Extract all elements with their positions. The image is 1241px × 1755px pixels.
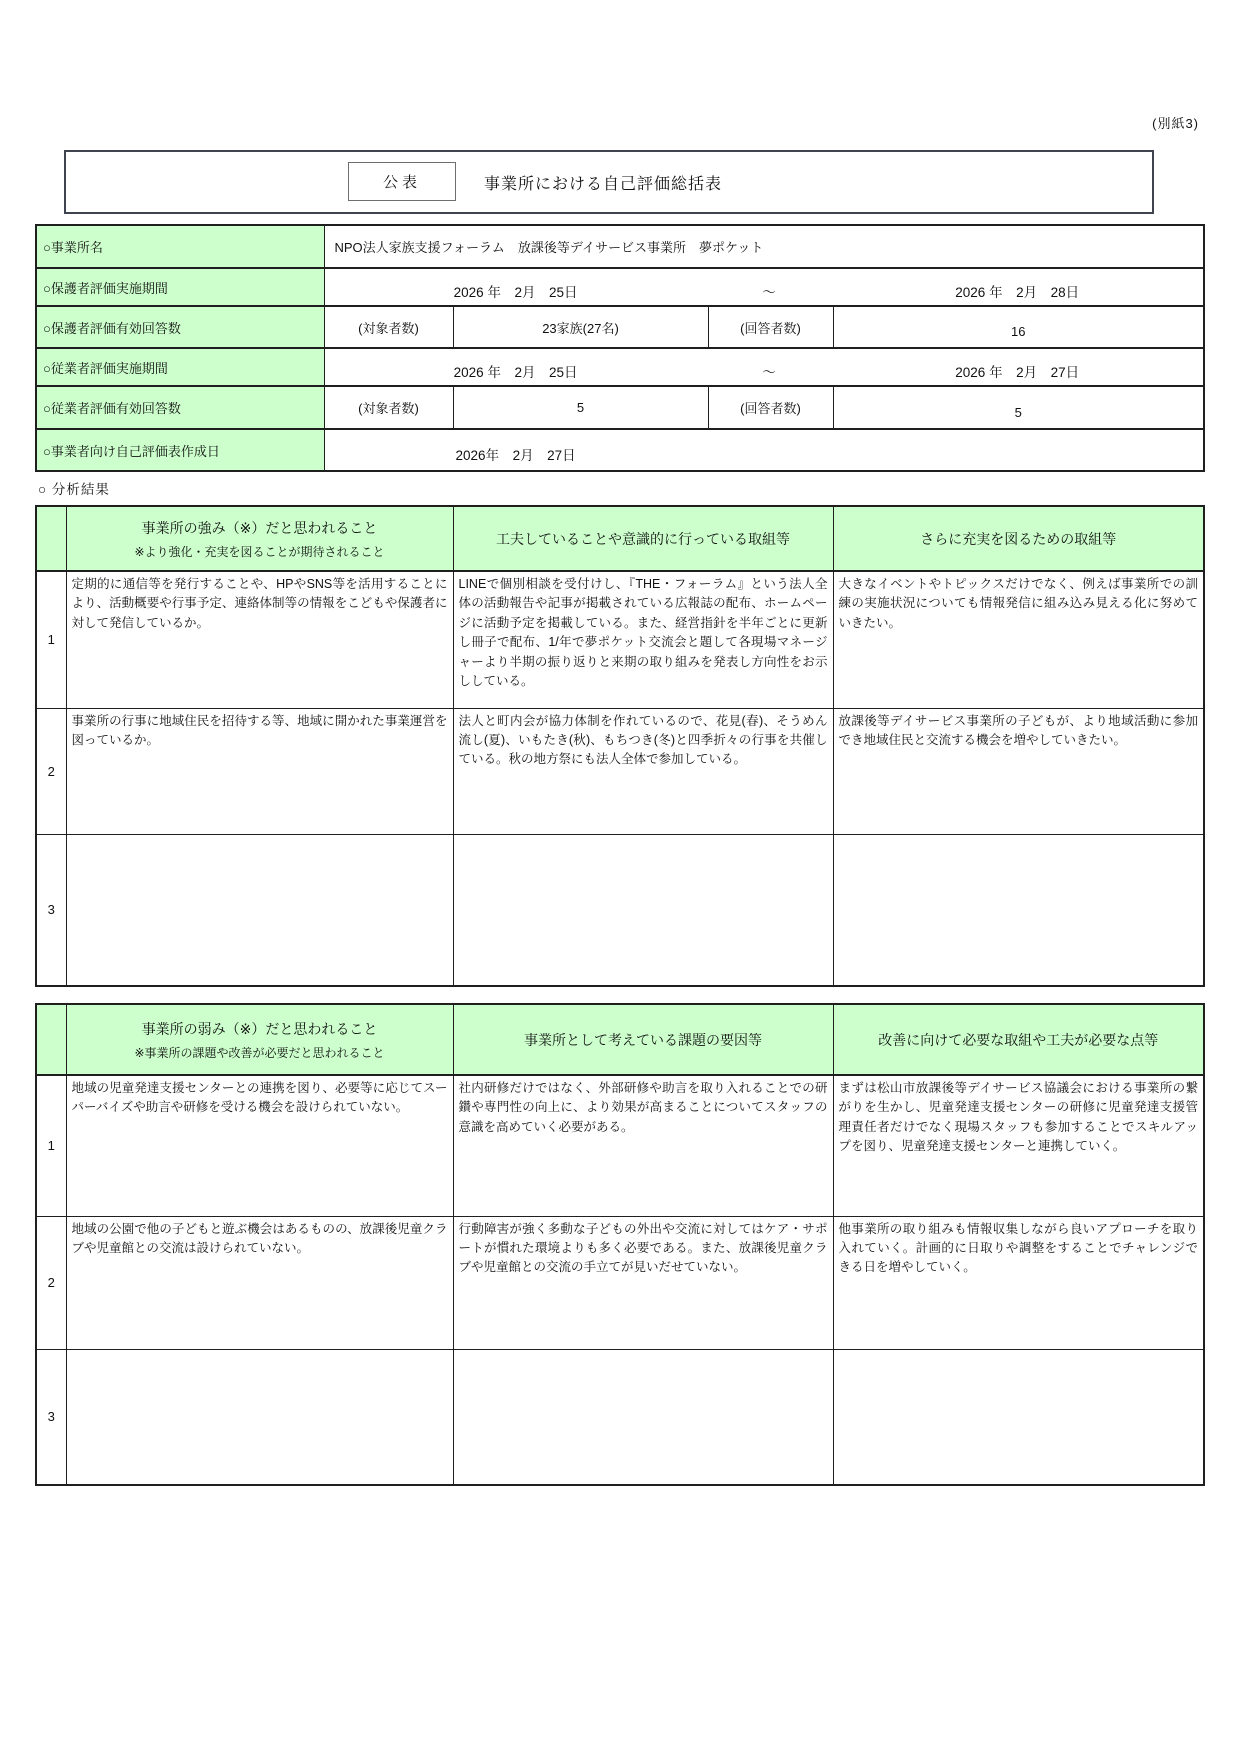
title-box: [64, 150, 1154, 214]
business-name-value: NPO法人家族支援フォーラム 放課後等デイサービス事業所 夢ポケット: [324, 225, 1204, 268]
guardian-period-label: ○保護者評価実施期間: [36, 268, 324, 306]
strengths-header-row: [36, 506, 1204, 571]
attachment-label: (別紙3): [1152, 116, 1199, 131]
weaknesses-header-number-cell: [36, 1004, 66, 1075]
strengths-header-col3: さらに充実を図るための取組等: [833, 506, 1204, 571]
weaknesses-row1-number: 1: [36, 1075, 66, 1216]
weaknesses-header-col2: 事業所として考えている課題の要因等: [453, 1004, 833, 1075]
strengths-header-number-cell: [36, 506, 66, 571]
weaknesses-row2-number: 2: [36, 1216, 66, 1349]
staff-period-end: 2026 年 2月 27日: [955, 364, 1080, 380]
table-row: [36, 1349, 1204, 1485]
strengths-row2-initiative: 法人と町内会が協力体制を作れているので、花見(春)、そうめん流し(夏)、いもたき(秋)、もちつき(冬)と四季折々の行事を共催している。秋の地方祭にも法人全体で参加している。: [453, 708, 833, 834]
business-name-label: ○事業所名: [36, 225, 324, 268]
info-row-business-name: [36, 225, 1204, 268]
guardian-period-end: 2026 年 2月 28日: [955, 284, 1080, 300]
guardian-target-value: 23家族(27名): [453, 306, 708, 348]
strengths-row2-number: 2: [36, 708, 66, 834]
weaknesses-header-col1-sub: ※事業所の課題や改善が必要だと思われること: [134, 1045, 385, 1060]
strengths-row1-initiative: LINEで個別相談を受付けし、『THE・フォーラム』という法人全体の活動報告や記事が掲載されている広報誌の配布、ホームページに活動予定を掲載している。また、経営指針を半年ごとに更新し冊子で配布、1/年で夢ポケット交流会と題して各現場マネージャーより半期の振り返りと来期の取り組みを発表し方向性をお示ししている。: [453, 571, 833, 708]
page-title: 事業所における自己評価総括表: [484, 175, 723, 193]
strengths-row3-initiative: [453, 834, 833, 986]
weaknesses-row2-action: 他事業所の取り組みも情報収集しながら良いアプローチを取り入れていく。計画的に日取りや調整をすることでチャレンジできる日を増やしていく。: [833, 1216, 1204, 1349]
guardian-count-label: ○保護者評価有効回答数: [36, 306, 324, 348]
weaknesses-row2-cause: 行動障害が強く多動な子どもの外出や交流に対してはケア・サポートが慣れた環境よりも多く必要である。また、放課後児童クラブや児童館との交流の手立てが見いだせていない。: [453, 1216, 833, 1349]
publish-badge: 公表: [348, 162, 456, 201]
strengths-table: [35, 505, 1205, 987]
weaknesses-row3-cause: [453, 1349, 833, 1485]
strengths-row2-improvement: 放課後等デイサービス事業所の子どもが、より地域活動に参加でき地域住民と交流する機会を増やしていきたい。: [833, 708, 1204, 834]
strengths-row3-number: 3: [36, 834, 66, 986]
info-row-staff-period: [36, 348, 1204, 386]
strengths-header-col1: [66, 506, 453, 571]
weaknesses-row3-weakness: [66, 1349, 453, 1485]
table-row: [36, 708, 1204, 834]
staff-count-label: ○従業者評価有効回答数: [36, 386, 324, 429]
guardian-resp-value: 16: [833, 306, 1204, 348]
weaknesses-row2-weakness: 地域の公園で他の子どもと遊ぶ機会はあるものの、放課後児童クラブや児童館との交流は設けられていない。: [66, 1216, 453, 1349]
created-date-value-cell: [324, 429, 1204, 471]
staff-period-start: 2026 年 2月 25日: [453, 364, 578, 380]
weaknesses-row3-action: [833, 1349, 1204, 1485]
strengths-row1-improvement: 大きなイベントやトピックスだけでなく、例えば事業所での訓練の実施状況についても情報発信に組み込み見える化に努めていきたい。: [833, 571, 1204, 708]
weaknesses-table: [35, 1003, 1205, 1486]
strengths-row1-number: 1: [36, 571, 66, 708]
staff-resp-value: 5: [833, 386, 1204, 429]
strengths-header-col1-main: 事業所の強み（※）だと思われること: [141, 519, 378, 536]
staff-target-value: 5: [453, 386, 708, 429]
info-row-guardian-count: [36, 306, 1204, 348]
staff-period-range: [325, 354, 1204, 381]
guardian-period-range: [325, 274, 1204, 301]
info-row-created-date: [36, 429, 1204, 471]
staff-resp-label: (回答者数): [708, 386, 833, 429]
weaknesses-header-col3: 改善に向けて必要な取組や工夫が必要な点等: [833, 1004, 1204, 1075]
weaknesses-row1-weakness: 地域の児童発達支援センターとの連携を図り、必要等に応じてスーパーバイズや助言や研修を受ける機会を設けられていない。: [66, 1075, 453, 1216]
analysis-section-heading: ○ 分析結果: [38, 482, 110, 497]
weaknesses-row3-number: 3: [36, 1349, 66, 1485]
staff-period-value: [324, 348, 1204, 386]
staff-target-label: (対象者数): [324, 386, 453, 429]
guardian-period-value: [324, 268, 1204, 306]
created-date-label: ○事業者向け自己評価表作成日: [36, 429, 324, 471]
staff-period-label: ○従業者評価実施期間: [36, 348, 324, 386]
info-row-guardian-period: [36, 268, 1204, 306]
strengths-row2-strength: 事業所の行事に地域住民を招待する等、地域に開かれた事業運営を図っているか。: [66, 708, 453, 834]
created-date-value: 2026年 2月 27日: [455, 447, 576, 463]
created-date-range: [325, 437, 1204, 464]
tilde-separator: 〜: [762, 364, 776, 380]
guardian-period-start: 2026 年 2月 25日: [453, 284, 578, 300]
table-row: [36, 1216, 1204, 1349]
empty-segment: [831, 444, 1203, 464]
weaknesses-row1-cause: 社内研修だけではなく、外部研修や助言を取り入れることでの研鑽や専門性の向上に、より効果が高まることについてスタッフの意識を高めていく必要がある。: [453, 1075, 833, 1216]
weaknesses-row1-action: まずは松山市放課後等デイサービス協議会における事業所の繋がりを生かし、児童発達支援センターの研修に児童発達支援管理責任者だけでなく現場スタッフも参加することでスキルアップを図り、児童発達支援センターと連携していく。: [833, 1075, 1204, 1216]
info-row-staff-count: [36, 386, 1204, 429]
guardian-target-label: (対象者数): [324, 306, 453, 348]
info-table: [35, 224, 1205, 472]
strengths-row1-strength: 定期的に通信等を発行することや、HPやSNS等を活用することにより、活動概要や行事予定、連絡体制等の情報をこどもや保護者に対して発信しているか。: [66, 571, 453, 708]
weaknesses-header-row: [36, 1004, 1204, 1075]
table-row: [36, 834, 1204, 986]
strengths-header-col2: 工夫していることや意識的に行っている取組等: [453, 506, 833, 571]
strengths-row3-strength: [66, 834, 453, 986]
table-row: [36, 571, 1204, 708]
table-row: [36, 1075, 1204, 1216]
strengths-row3-improvement: [833, 834, 1204, 986]
tilde-separator: 〜: [762, 284, 776, 300]
weaknesses-header-col1: [66, 1004, 453, 1075]
strengths-header-col1-sub: ※より強化・充実を図ることが期待されること: [134, 544, 385, 559]
empty-segment: [707, 444, 832, 464]
guardian-resp-label: (回答者数): [708, 306, 833, 348]
weaknesses-header-col1-main: 事業所の弱み（※）だと思われること: [141, 1020, 378, 1037]
